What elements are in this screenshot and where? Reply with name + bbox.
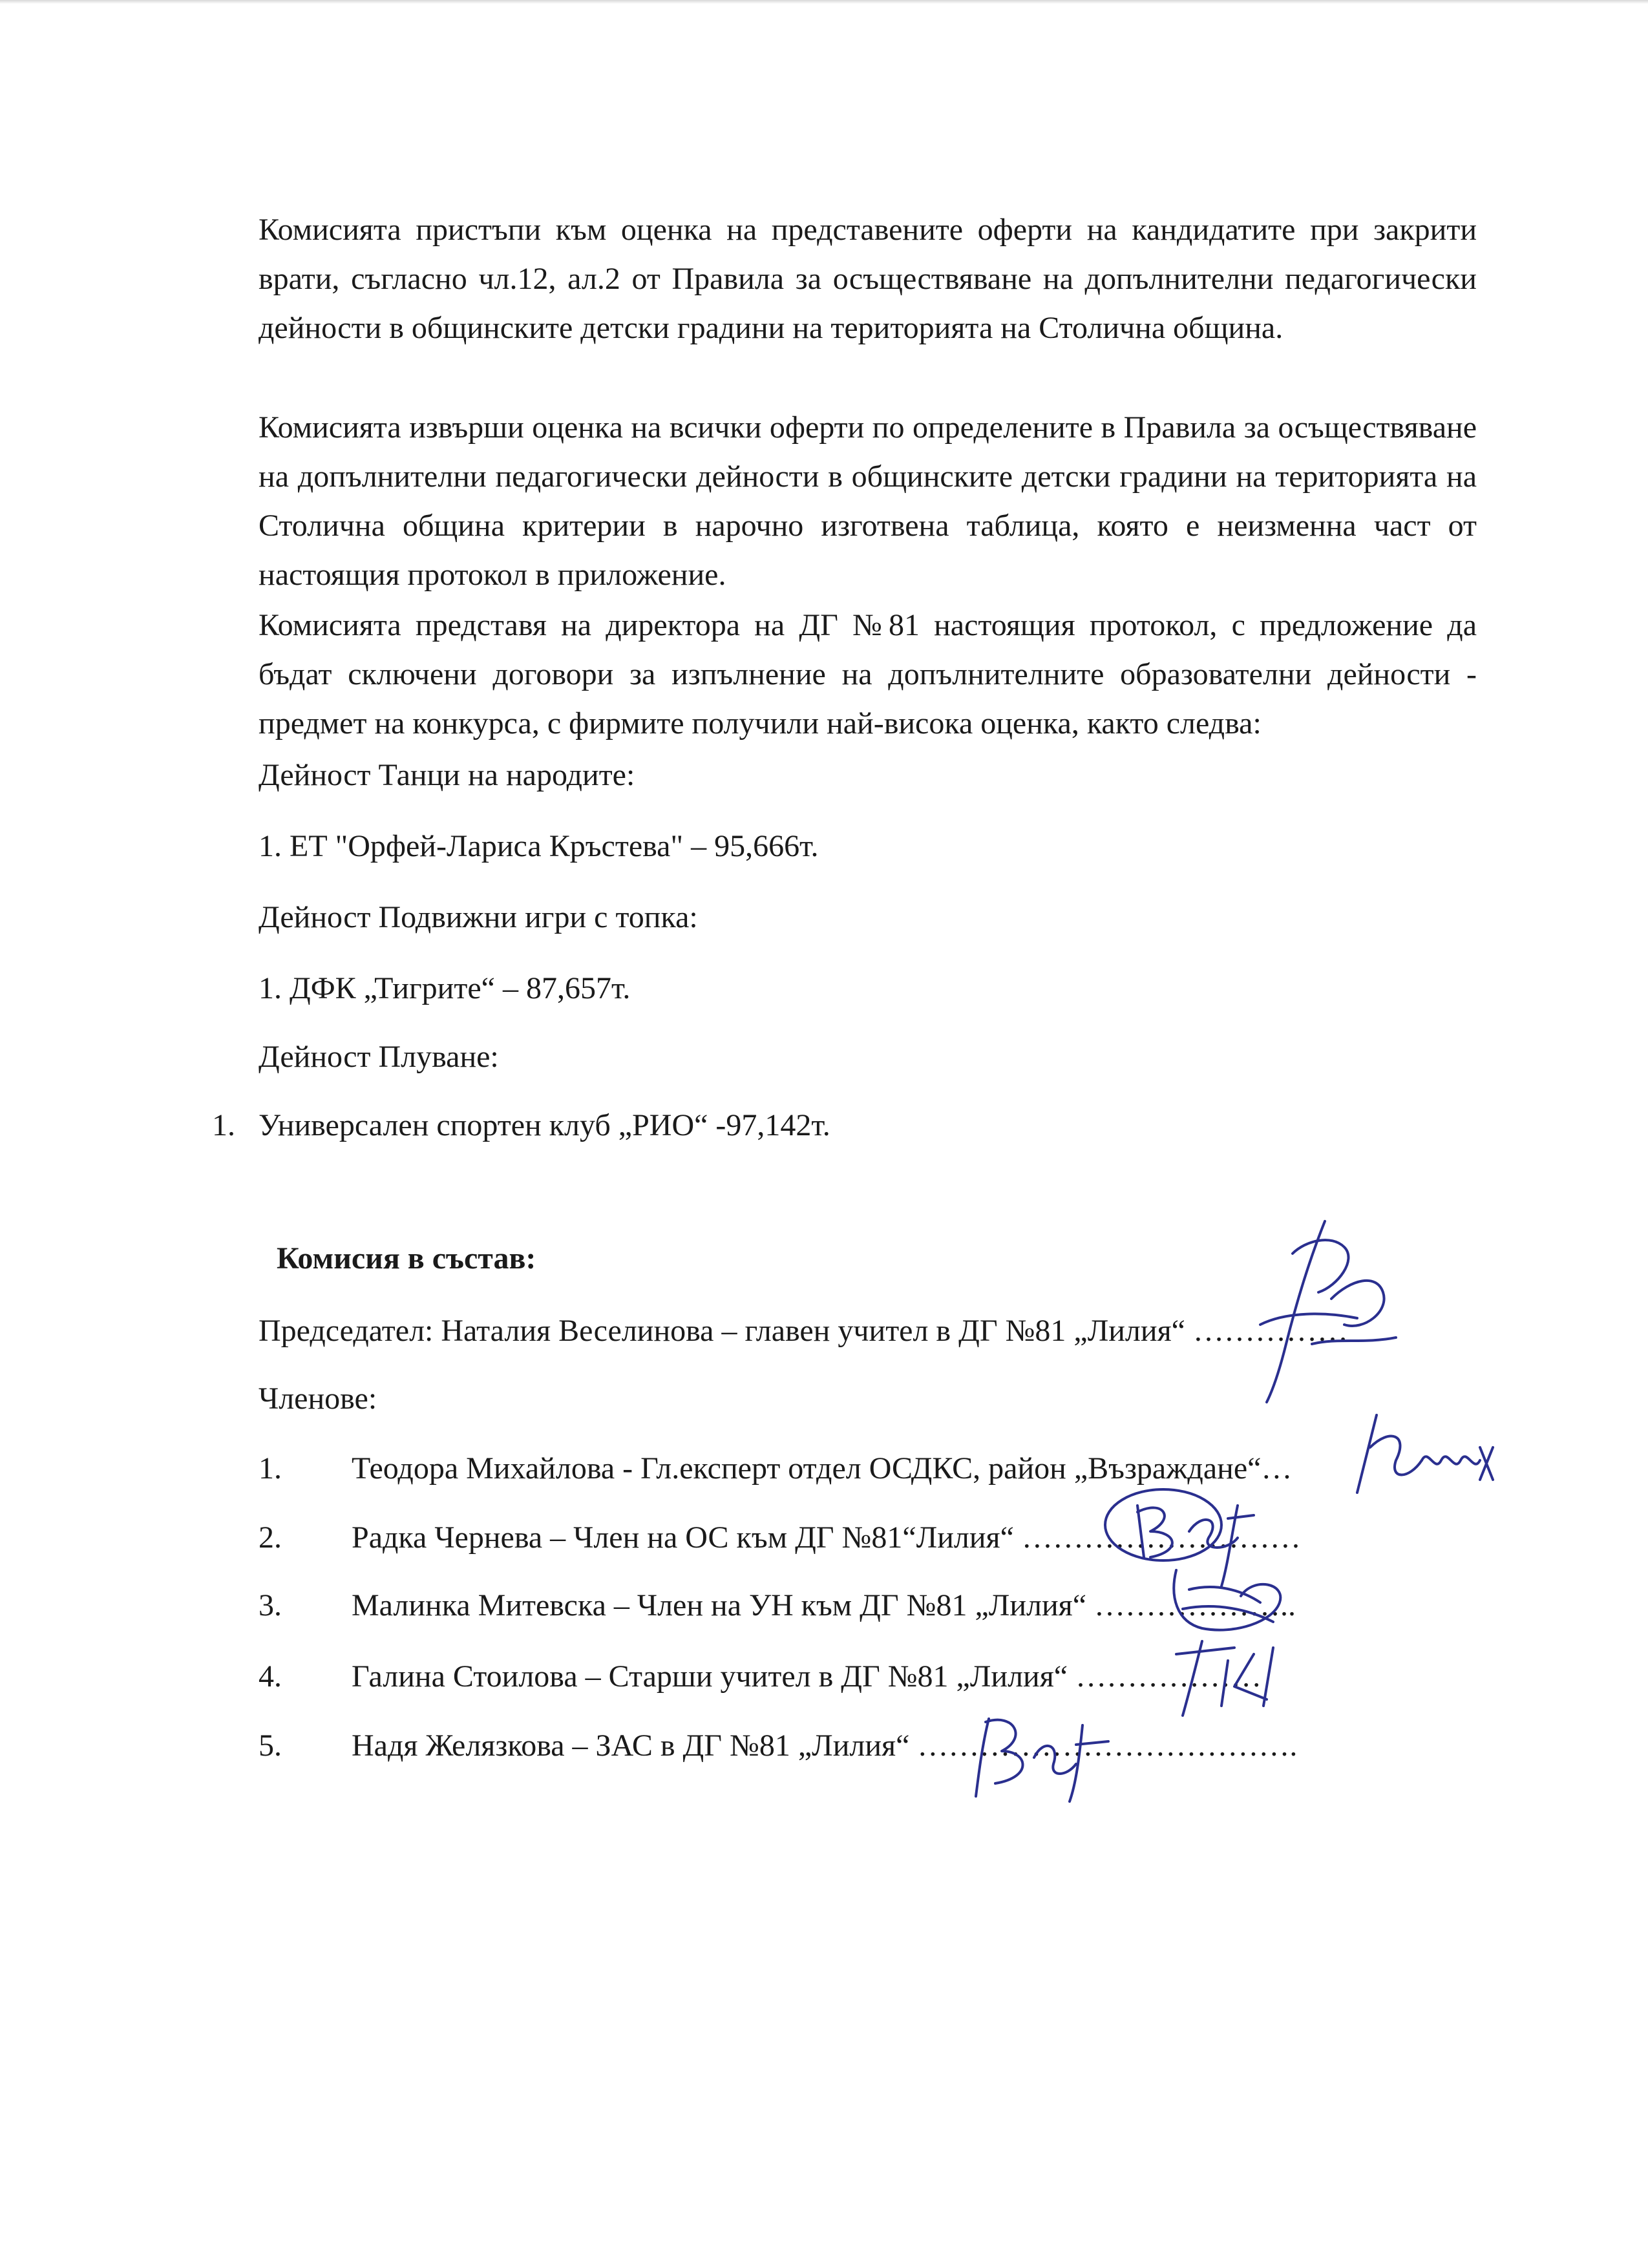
paragraph-2: Комисията извърши оценка на всички оферти по определените в Правила за осъществяване на допълнителни педагогически дейности в общинските детски градини на територията на Столична община критерии в нарочно изготвена таблица, която е неизменна част от настоящия протокол в приложение.	[259, 410, 1477, 592]
member-number: 4.	[259, 1659, 282, 1694]
member-text: Галина Стоилова – Старши учител в ДГ №81 „Лилия“ ………………	[352, 1659, 1262, 1694]
signature-member-4	[1163, 1635, 1293, 1719]
activity-winner-ball-games: 1. ДФК „Тигрите“ – 87,657т.	[259, 971, 631, 1005]
member-number: 2.	[259, 1520, 282, 1555]
member-number: 5.	[259, 1728, 282, 1763]
member-text: Малинка Митевска – Член на УН към ДГ №81 „Лилия“ ………………..	[352, 1588, 1296, 1622]
paragraph-1: Комисията пристъпи към оценка на представените оферти на кандидатите при закрити врати, съгласно чл.12, ал.2 от Правила за осъществяване на допълнителни педагогически дейности в общинските детски градини на територията на Столична община.	[259, 213, 1477, 345]
commission-title: Комисия в състав:	[277, 1241, 536, 1276]
activity-heading-dances: Дейност Танци на народите:	[259, 758, 635, 792]
member-number: 1.	[259, 1451, 282, 1486]
member-number: 3.	[259, 1588, 282, 1622]
activity-winner-swimming: Универсален спортен клуб „РИО“ -97,142т.	[259, 1108, 830, 1142]
commission-chair: Председател: Наталия Веселинова – главен учител в ДГ №81 „Лилия“ ……………	[259, 1314, 1348, 1348]
activity-winner-swimming-number: 1.	[212, 1108, 235, 1142]
activity-heading-ball-games: Дейност Подвижни игри с топка:	[259, 900, 698, 934]
member-text: Надя Желязкова – ЗАС в ДГ №81 „Лилия“ ……………………………….	[352, 1728, 1298, 1763]
activity-winner-dances: 1. ЕТ "Орфей-Лариса Кръстева" – 95,666т.	[259, 829, 819, 863]
paragraph-3: Комисията представя на директора на ДГ №81 настоящия протокол, с предложение да бъдат сключени договори за изпълнение на допълнителните образователни дейности - предмет на конкурса, с фирмите получили най-висока оценка, както следва:	[259, 608, 1477, 740]
commission-members-label: Членове:	[259, 1381, 377, 1416]
activity-heading-swimming: Дейност Плуване:	[259, 1040, 499, 1074]
signature-member-5	[963, 1706, 1118, 1803]
member-text: Теодора Михайлова - Гл.експерт отдел ОСДКС, район „Възраждане“…	[352, 1451, 1293, 1486]
signature-member-3	[1163, 1564, 1293, 1641]
signature-member-1	[1351, 1409, 1499, 1506]
signature-chair	[1247, 1215, 1415, 1409]
member-text: Радка Чернева – Член на ОС към ДГ №81“Лилия“ ………………………	[352, 1520, 1301, 1555]
